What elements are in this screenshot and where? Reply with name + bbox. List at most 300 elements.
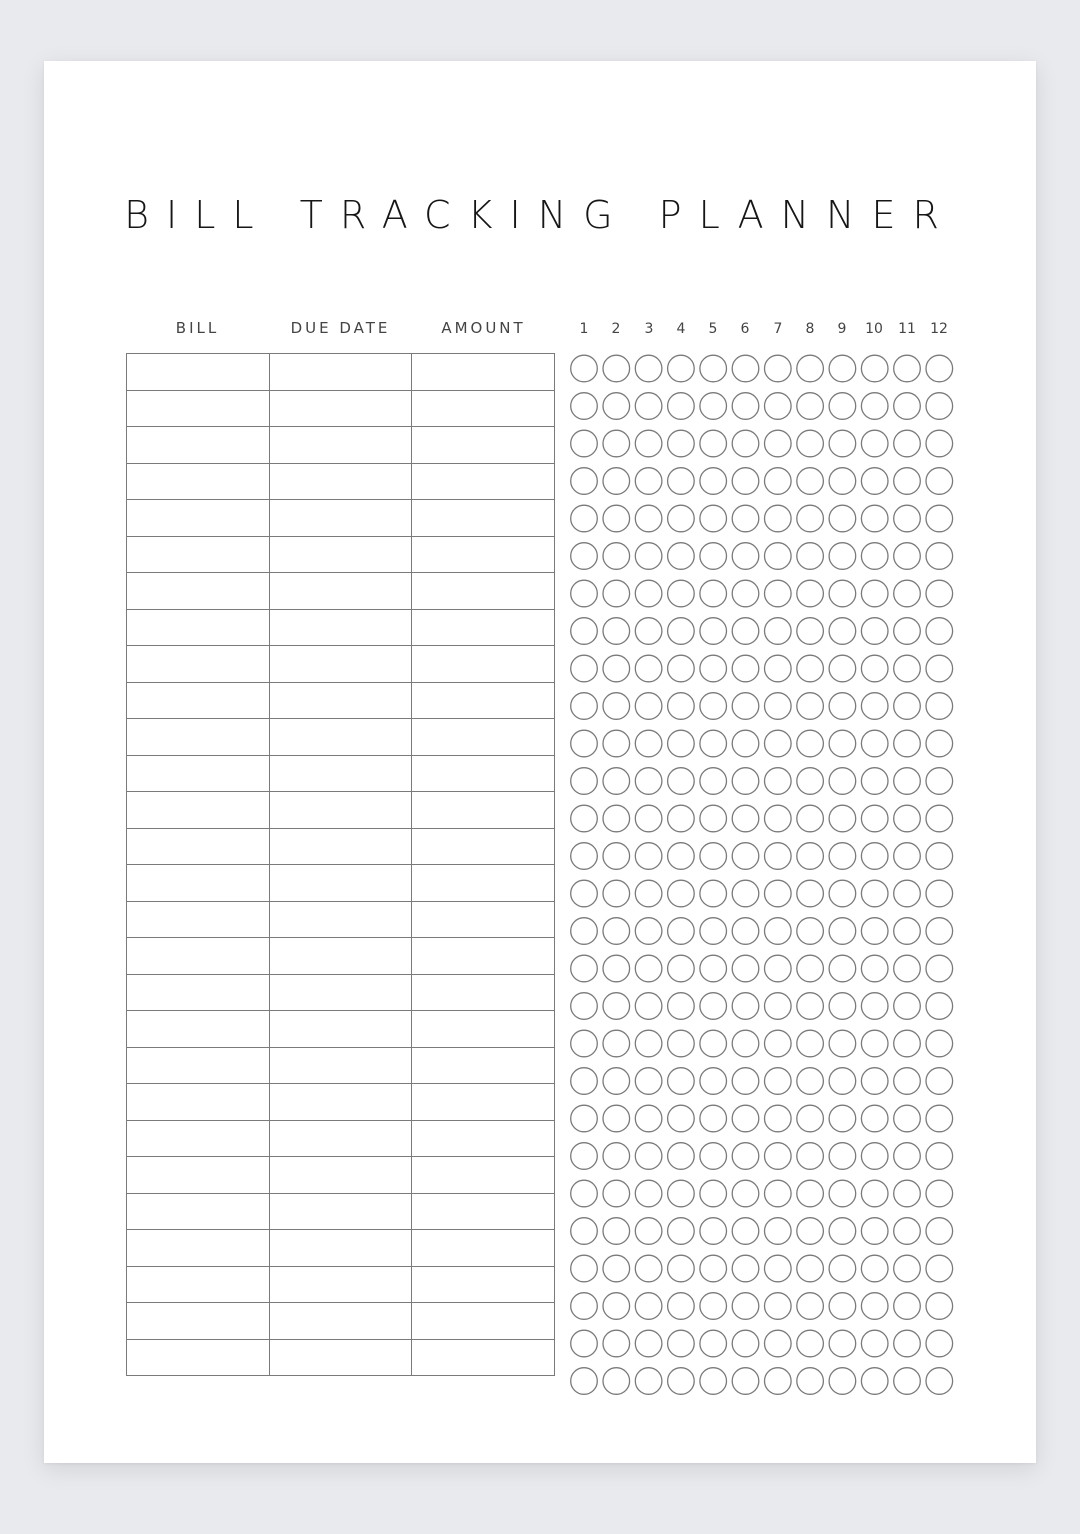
payment-checkbox[interactable] (732, 843, 759, 870)
payment-checkbox[interactable] (829, 1255, 856, 1282)
payment-checkbox[interactable] (894, 505, 921, 532)
payment-checkbox[interactable] (926, 768, 953, 795)
payment-checkbox[interactable] (635, 955, 662, 982)
payment-checkbox[interactable] (797, 730, 824, 757)
payment-checkbox[interactable] (861, 1143, 888, 1170)
payment-checkbox[interactable] (765, 1368, 792, 1395)
payment-checkbox[interactable] (571, 393, 598, 420)
payment-checkbox[interactable] (571, 1180, 598, 1207)
payment-checkbox[interactable] (894, 655, 921, 682)
payment-checkbox[interactable] (797, 993, 824, 1020)
payment-checkbox[interactable] (894, 1143, 921, 1170)
payment-checkbox[interactable] (829, 768, 856, 795)
payment-checkbox[interactable] (732, 1218, 759, 1245)
payment-checkbox[interactable] (829, 1105, 856, 1132)
payment-checkbox[interactable] (635, 1105, 662, 1132)
payment-checkbox[interactable] (894, 618, 921, 645)
payment-checkbox[interactable] (926, 1030, 953, 1057)
payment-checkbox[interactable] (668, 1218, 695, 1245)
payment-checkbox[interactable] (635, 1068, 662, 1095)
payment-checkbox[interactable] (732, 768, 759, 795)
payment-checkbox[interactable] (894, 393, 921, 420)
payment-checkbox[interactable] (700, 1330, 727, 1357)
payment-checkbox[interactable] (926, 543, 953, 570)
payment-checkbox[interactable] (668, 955, 695, 982)
payment-checkbox[interactable] (797, 693, 824, 720)
payment-checkbox[interactable] (603, 880, 630, 907)
payment-checkbox[interactable] (926, 843, 953, 870)
payment-checkbox[interactable] (765, 768, 792, 795)
payment-checkbox[interactable] (700, 355, 727, 382)
payment-checkbox[interactable] (861, 430, 888, 457)
payment-checkbox[interactable] (603, 1218, 630, 1245)
payment-checkbox[interactable] (829, 1030, 856, 1057)
payment-checkbox[interactable] (797, 393, 824, 420)
payment-checkbox[interactable] (797, 1068, 824, 1095)
payment-checkbox[interactable] (603, 843, 630, 870)
payment-checkbox[interactable] (700, 505, 727, 532)
payment-checkbox[interactable] (894, 468, 921, 495)
payment-checkbox[interactable] (894, 580, 921, 607)
payment-checkbox[interactable] (829, 955, 856, 982)
payment-checkbox[interactable] (700, 805, 727, 832)
payment-checkbox[interactable] (603, 918, 630, 945)
payment-checkbox[interactable] (765, 468, 792, 495)
payment-checkbox[interactable] (571, 543, 598, 570)
payment-checkbox[interactable] (926, 468, 953, 495)
payment-checkbox[interactable] (700, 730, 727, 757)
payment-checkbox[interactable] (861, 1368, 888, 1395)
payment-checkbox[interactable] (861, 993, 888, 1020)
payment-checkbox[interactable] (926, 655, 953, 682)
payment-checkbox[interactable] (829, 693, 856, 720)
payment-checkbox[interactable] (635, 843, 662, 870)
payment-checkbox[interactable] (861, 1180, 888, 1207)
payment-checkbox[interactable] (732, 580, 759, 607)
payment-checkbox[interactable] (926, 580, 953, 607)
payment-checkbox[interactable] (668, 618, 695, 645)
payment-checkbox[interactable] (603, 1105, 630, 1132)
payment-checkbox[interactable] (926, 430, 953, 457)
payment-checkbox[interactable] (603, 1143, 630, 1170)
payment-checkbox[interactable] (926, 1068, 953, 1095)
payment-checkbox[interactable] (926, 1330, 953, 1357)
payment-checkbox[interactable] (603, 730, 630, 757)
payment-checkbox[interactable] (700, 543, 727, 570)
payment-checkbox[interactable] (635, 1255, 662, 1282)
payment-checkbox[interactable] (732, 993, 759, 1020)
payment-checkbox[interactable] (861, 1255, 888, 1282)
payment-checkbox[interactable] (926, 618, 953, 645)
payment-checkbox[interactable] (700, 955, 727, 982)
payment-checkbox[interactable] (894, 1105, 921, 1132)
payment-checkbox[interactable] (797, 468, 824, 495)
payment-checkbox[interactable] (571, 1105, 598, 1132)
payment-checkbox[interactable] (765, 1180, 792, 1207)
payment-checkbox[interactable] (668, 768, 695, 795)
payment-checkbox[interactable] (926, 1180, 953, 1207)
payment-checkbox[interactable] (829, 1218, 856, 1245)
payment-checkbox[interactable] (732, 730, 759, 757)
payment-checkbox[interactable] (861, 655, 888, 682)
payment-checkbox[interactable] (894, 1068, 921, 1095)
payment-checkbox[interactable] (571, 730, 598, 757)
payment-checkbox[interactable] (829, 543, 856, 570)
payment-checkbox[interactable] (765, 580, 792, 607)
payment-checkbox[interactable] (668, 543, 695, 570)
payment-checkbox[interactable] (700, 1218, 727, 1245)
payment-checkbox[interactable] (894, 1218, 921, 1245)
payment-checkbox[interactable] (571, 1330, 598, 1357)
payment-checkbox[interactable] (829, 618, 856, 645)
payment-checkbox[interactable] (571, 1293, 598, 1320)
payment-checkbox[interactable] (635, 655, 662, 682)
payment-checkbox[interactable] (668, 1068, 695, 1095)
payment-checkbox[interactable] (829, 1068, 856, 1095)
payment-checkbox[interactable] (926, 393, 953, 420)
payment-checkbox[interactable] (829, 880, 856, 907)
payment-checkbox[interactable] (603, 468, 630, 495)
payment-checkbox[interactable] (635, 918, 662, 945)
payment-checkbox[interactable] (668, 468, 695, 495)
payment-checkbox[interactable] (571, 355, 598, 382)
payment-checkbox[interactable] (603, 993, 630, 1020)
payment-checkbox[interactable] (571, 580, 598, 607)
payment-checkbox[interactable] (700, 1180, 727, 1207)
payment-checkbox[interactable] (571, 1255, 598, 1282)
payment-checkbox[interactable] (635, 993, 662, 1020)
payment-checkbox[interactable] (797, 768, 824, 795)
payment-checkbox[interactable] (861, 918, 888, 945)
payment-checkbox[interactable] (797, 505, 824, 532)
payment-checkbox[interactable] (926, 880, 953, 907)
payment-checkbox[interactable] (829, 1368, 856, 1395)
payment-checkbox[interactable] (571, 805, 598, 832)
payment-checkbox[interactable] (603, 955, 630, 982)
payment-checkbox[interactable] (765, 618, 792, 645)
payment-checkbox[interactable] (829, 430, 856, 457)
payment-checkbox[interactable] (635, 805, 662, 832)
payment-checkbox[interactable] (765, 655, 792, 682)
payment-checkbox[interactable] (571, 1368, 598, 1395)
payment-checkbox[interactable] (668, 993, 695, 1020)
payment-checkbox[interactable] (571, 430, 598, 457)
payment-checkbox[interactable] (926, 805, 953, 832)
payment-checkbox[interactable] (797, 355, 824, 382)
payment-checkbox[interactable] (894, 993, 921, 1020)
payment-checkbox[interactable] (861, 768, 888, 795)
payment-checkbox[interactable] (700, 918, 727, 945)
payment-checkbox[interactable] (797, 655, 824, 682)
payment-checkbox[interactable] (894, 1030, 921, 1057)
payment-checkbox[interactable] (700, 430, 727, 457)
payment-checkbox[interactable] (668, 1030, 695, 1057)
payment-checkbox[interactable] (571, 1068, 598, 1095)
payment-checkbox[interactable] (700, 693, 727, 720)
payment-checkbox[interactable] (765, 355, 792, 382)
payment-checkbox[interactable] (732, 468, 759, 495)
payment-checkbox[interactable] (861, 880, 888, 907)
payment-checkbox[interactable] (797, 618, 824, 645)
payment-checkbox[interactable] (926, 1218, 953, 1245)
payment-checkbox[interactable] (765, 1143, 792, 1170)
payment-checkbox[interactable] (603, 1293, 630, 1320)
payment-checkbox[interactable] (861, 1218, 888, 1245)
payment-checkbox[interactable] (797, 1330, 824, 1357)
payment-checkbox[interactable] (732, 1368, 759, 1395)
payment-checkbox[interactable] (765, 1330, 792, 1357)
payment-checkbox[interactable] (861, 693, 888, 720)
payment-checkbox[interactable] (635, 1143, 662, 1170)
payment-checkbox[interactable] (635, 1030, 662, 1057)
payment-checkbox[interactable] (829, 843, 856, 870)
payment-checkbox[interactable] (732, 1143, 759, 1170)
payment-checkbox[interactable] (765, 955, 792, 982)
payment-checkbox[interactable] (668, 393, 695, 420)
payment-checkbox[interactable] (668, 880, 695, 907)
payment-checkbox[interactable] (700, 618, 727, 645)
payment-checkbox[interactable] (894, 843, 921, 870)
payment-checkbox[interactable] (926, 1293, 953, 1320)
payment-checkbox[interactable] (765, 730, 792, 757)
payment-checkbox[interactable] (894, 880, 921, 907)
payment-checkbox[interactable] (894, 768, 921, 795)
payment-checkbox[interactable] (635, 580, 662, 607)
payment-checkbox[interactable] (571, 993, 598, 1020)
payment-checkbox[interactable] (765, 693, 792, 720)
payment-checkbox[interactable] (894, 355, 921, 382)
payment-checkbox[interactable] (926, 505, 953, 532)
payment-checkbox[interactable] (894, 543, 921, 570)
payment-checkbox[interactable] (861, 843, 888, 870)
payment-checkbox[interactable] (765, 880, 792, 907)
payment-checkbox[interactable] (732, 693, 759, 720)
payment-checkbox[interactable] (571, 880, 598, 907)
payment-checkbox[interactable] (765, 430, 792, 457)
payment-checkbox[interactable] (797, 430, 824, 457)
payment-checkbox[interactable] (668, 843, 695, 870)
payment-checkbox[interactable] (700, 1030, 727, 1057)
payment-checkbox[interactable] (603, 543, 630, 570)
payment-checkbox[interactable] (635, 355, 662, 382)
payment-checkbox[interactable] (829, 730, 856, 757)
payment-checkbox[interactable] (635, 1330, 662, 1357)
payment-checkbox[interactable] (926, 1255, 953, 1282)
payment-checkbox[interactable] (765, 843, 792, 870)
payment-checkbox[interactable] (765, 1105, 792, 1132)
payment-checkbox[interactable] (732, 1293, 759, 1320)
payment-checkbox[interactable] (765, 393, 792, 420)
payment-checkbox[interactable] (765, 1255, 792, 1282)
payment-checkbox[interactable] (700, 843, 727, 870)
payment-checkbox[interactable] (829, 393, 856, 420)
payment-checkbox[interactable] (829, 1293, 856, 1320)
payment-checkbox[interactable] (829, 468, 856, 495)
payment-checkbox[interactable] (635, 1218, 662, 1245)
payment-checkbox[interactable] (861, 805, 888, 832)
payment-checkbox[interactable] (571, 843, 598, 870)
payment-checkbox[interactable] (700, 993, 727, 1020)
payment-checkbox[interactable] (829, 918, 856, 945)
payment-checkbox[interactable] (603, 355, 630, 382)
payment-checkbox[interactable] (829, 580, 856, 607)
payment-checkbox[interactable] (635, 618, 662, 645)
payment-checkbox[interactable] (571, 768, 598, 795)
payment-checkbox[interactable] (765, 1030, 792, 1057)
payment-checkbox[interactable] (700, 655, 727, 682)
payment-checkbox[interactable] (829, 805, 856, 832)
payment-checkbox[interactable] (700, 1293, 727, 1320)
payment-checkbox[interactable] (603, 393, 630, 420)
payment-checkbox[interactable] (797, 1293, 824, 1320)
payment-checkbox[interactable] (829, 1180, 856, 1207)
payment-checkbox[interactable] (894, 1255, 921, 1282)
payment-checkbox[interactable] (797, 955, 824, 982)
payment-checkbox[interactable] (829, 1143, 856, 1170)
payment-checkbox[interactable] (926, 355, 953, 382)
payment-checkbox[interactable] (668, 505, 695, 532)
payment-checkbox[interactable] (635, 393, 662, 420)
payment-checkbox[interactable] (571, 1218, 598, 1245)
payment-checkbox[interactable] (732, 880, 759, 907)
payment-checkbox[interactable] (700, 1255, 727, 1282)
payment-checkbox[interactable] (635, 768, 662, 795)
payment-checkbox[interactable] (571, 655, 598, 682)
payment-checkbox[interactable] (861, 580, 888, 607)
payment-checkbox[interactable] (668, 1368, 695, 1395)
payment-checkbox[interactable] (894, 918, 921, 945)
payment-checkbox[interactable] (797, 880, 824, 907)
payment-checkbox[interactable] (765, 505, 792, 532)
payment-checkbox[interactable] (926, 955, 953, 982)
payment-checkbox[interactable] (603, 768, 630, 795)
payment-checkbox[interactable] (571, 1030, 598, 1057)
payment-checkbox[interactable] (926, 693, 953, 720)
payment-checkbox[interactable] (603, 430, 630, 457)
payment-checkbox[interactable] (861, 955, 888, 982)
payment-checkbox[interactable] (829, 355, 856, 382)
payment-checkbox[interactable] (765, 918, 792, 945)
payment-checkbox[interactable] (700, 880, 727, 907)
payment-checkbox[interactable] (894, 1330, 921, 1357)
payment-checkbox[interactable] (797, 1368, 824, 1395)
payment-checkbox[interactable] (635, 468, 662, 495)
payment-checkbox[interactable] (894, 1293, 921, 1320)
payment-checkbox[interactable] (861, 393, 888, 420)
payment-checkbox[interactable] (829, 1330, 856, 1357)
payment-checkbox[interactable] (894, 1180, 921, 1207)
payment-checkbox[interactable] (668, 655, 695, 682)
payment-checkbox[interactable] (732, 1068, 759, 1095)
payment-checkbox[interactable] (700, 1368, 727, 1395)
payment-checkbox[interactable] (603, 505, 630, 532)
payment-checkbox[interactable] (668, 580, 695, 607)
payment-checkbox[interactable] (797, 843, 824, 870)
payment-checkbox[interactable] (797, 805, 824, 832)
payment-checkbox[interactable] (797, 543, 824, 570)
payment-checkbox[interactable] (797, 1143, 824, 1170)
payment-checkbox[interactable] (603, 1030, 630, 1057)
payment-checkbox[interactable] (603, 805, 630, 832)
payment-checkbox[interactable] (894, 805, 921, 832)
payment-checkbox[interactable] (894, 1368, 921, 1395)
payment-checkbox[interactable] (668, 1105, 695, 1132)
payment-checkbox[interactable] (700, 1068, 727, 1095)
payment-checkbox[interactable] (861, 543, 888, 570)
payment-checkbox[interactable] (700, 468, 727, 495)
payment-checkbox[interactable] (861, 1068, 888, 1095)
payment-checkbox[interactable] (603, 580, 630, 607)
payment-checkbox[interactable] (603, 1330, 630, 1357)
payment-checkbox[interactable] (861, 468, 888, 495)
payment-checkbox[interactable] (926, 993, 953, 1020)
payment-checkbox[interactable] (829, 655, 856, 682)
payment-checkbox[interactable] (765, 805, 792, 832)
payment-checkbox[interactable] (571, 468, 598, 495)
payment-checkbox[interactable] (732, 393, 759, 420)
payment-checkbox[interactable] (571, 955, 598, 982)
payment-checkbox[interactable] (668, 355, 695, 382)
payment-checkbox[interactable] (797, 918, 824, 945)
payment-checkbox[interactable] (797, 1255, 824, 1282)
payment-checkbox[interactable] (635, 880, 662, 907)
payment-checkbox[interactable] (894, 955, 921, 982)
payment-checkbox[interactable] (668, 1255, 695, 1282)
payment-checkbox[interactable] (603, 655, 630, 682)
payment-checkbox[interactable] (797, 580, 824, 607)
payment-checkbox[interactable] (700, 768, 727, 795)
payment-checkbox[interactable] (765, 1293, 792, 1320)
payment-checkbox[interactable] (635, 730, 662, 757)
payment-checkbox[interactable] (668, 1180, 695, 1207)
payment-checkbox[interactable] (603, 1068, 630, 1095)
payment-checkbox[interactable] (635, 1180, 662, 1207)
payment-checkbox[interactable] (571, 918, 598, 945)
payment-checkbox[interactable] (861, 618, 888, 645)
payment-checkbox[interactable] (926, 730, 953, 757)
payment-checkbox[interactable] (732, 1330, 759, 1357)
payment-checkbox[interactable] (861, 730, 888, 757)
payment-checkbox[interactable] (603, 1368, 630, 1395)
payment-checkbox[interactable] (635, 693, 662, 720)
payment-checkbox[interactable] (861, 1293, 888, 1320)
payment-checkbox[interactable] (635, 543, 662, 570)
payment-checkbox[interactable] (635, 1293, 662, 1320)
payment-checkbox[interactable] (732, 1105, 759, 1132)
payment-checkbox[interactable] (668, 1143, 695, 1170)
payment-checkbox[interactable] (603, 1255, 630, 1282)
payment-checkbox[interactable] (571, 505, 598, 532)
payment-checkbox[interactable] (668, 430, 695, 457)
payment-checkbox[interactable] (894, 430, 921, 457)
payment-checkbox[interactable] (797, 1030, 824, 1057)
payment-checkbox[interactable] (603, 1180, 630, 1207)
payment-checkbox[interactable] (603, 693, 630, 720)
payment-checkbox[interactable] (894, 730, 921, 757)
payment-checkbox[interactable] (668, 1330, 695, 1357)
payment-checkbox[interactable] (861, 355, 888, 382)
payment-checkbox[interactable] (765, 1218, 792, 1245)
payment-checkbox[interactable] (861, 1105, 888, 1132)
payment-checkbox[interactable] (635, 505, 662, 532)
payment-checkbox[interactable] (571, 693, 598, 720)
payment-checkbox[interactable] (861, 505, 888, 532)
payment-checkbox[interactable] (732, 1180, 759, 1207)
payment-checkbox[interactable] (668, 918, 695, 945)
payment-checkbox[interactable] (571, 618, 598, 645)
payment-checkbox[interactable] (732, 955, 759, 982)
payment-checkbox[interactable] (603, 618, 630, 645)
